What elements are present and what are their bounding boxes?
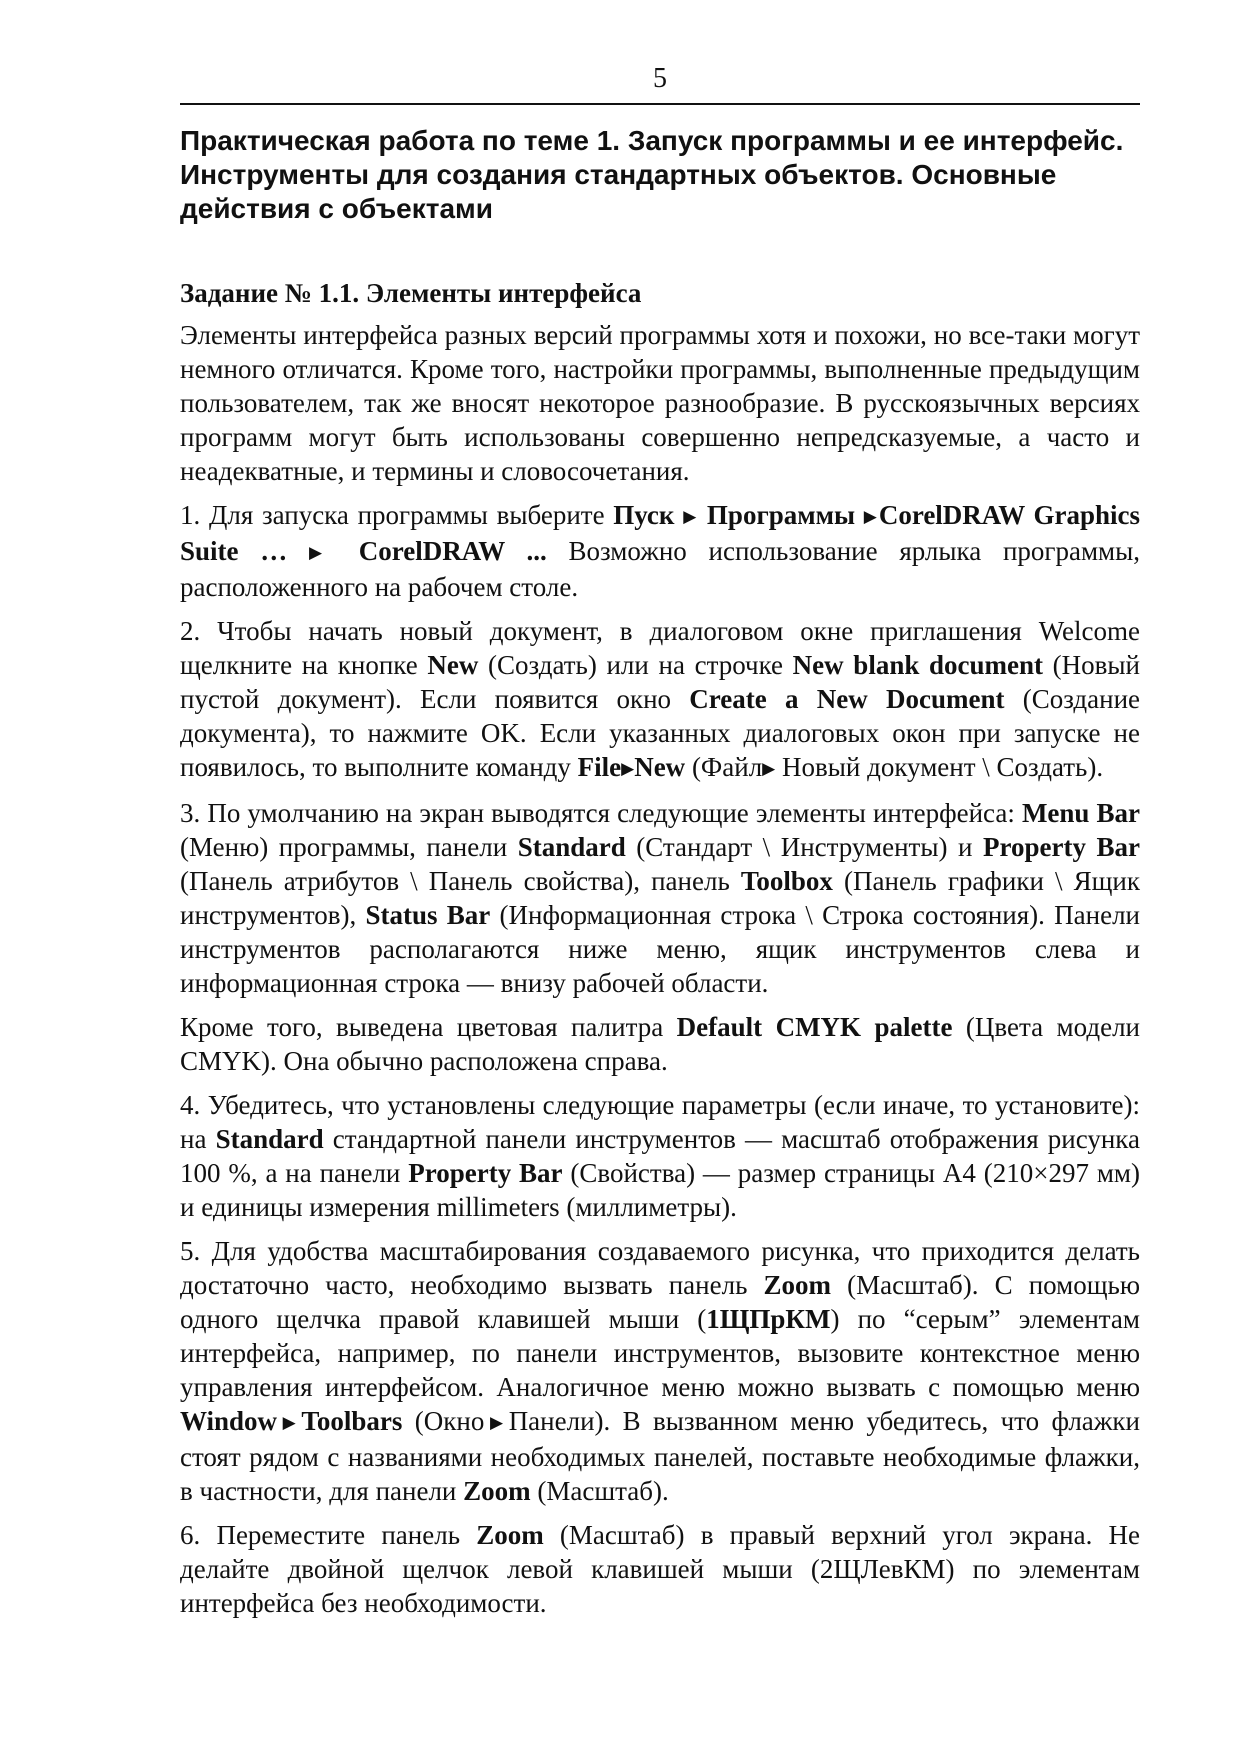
task-title: Задание № 1.1. Элементы интерфейса <box>180 278 642 308</box>
arrow-right-icon: ▶ <box>277 1413 302 1432</box>
page-content <box>180 124 1140 1630</box>
paragraph-step-4: 4. Убедитесь, что установлены следующие параметры (если иначе, то установите): на Standard стандартной панели инструментов — масштаб отображения рисунка 100 %, а на панели Property Bar (Свойства) — размер страницы A4 (210×297 мм) и единицы измерения millimeters (миллиметры). <box>180 1090 1141 1222</box>
arrow-right-icon: ▶ <box>484 1413 509 1432</box>
arrow-right-icon: ▶ <box>762 759 776 778</box>
arrow-right-icon: ▶ <box>308 543 338 562</box>
arrow-right-icon: ▶ <box>683 507 699 526</box>
paragraph-step-6: 6. Переместите панель Zoom (Масштаб) в правый верхний угол экрана. Не делайте двойной щелчок левой клавишей мыши (2ЩЛевКМ) по элементам интерфейса без необходимости. <box>180 1520 1140 1618</box>
paragraph-step-2: 2. Чтобы начать новый документ, в диалоговом окне приглашения Welcome щелкните на кнопке New (Создать) или на строчке New blank document (Новый пустой документ). Если появится окно Create a New Document (Создание документа), то нажмите OK. Если указанных диалоговых окон при запуске не появилось, то выполните команду File▶New (Файл▶ Новый документ \ Создать). <box>180 616 1140 782</box>
paragraph-intro: Элементы интерфейса разных версий программы хотя и похожи, но все-таки могут немного отличатся. Кроме того, настройки программы, выполненные предыдущим пользователем, так же вносят некоторое разнообразие. В русскоязычных версиях программ могут быть использованы совершенно непредсказуемые, а часто и неадекватные, и термины и словосочетания. <box>180 320 1140 486</box>
arrow-right-icon: ▶ <box>863 507 879 526</box>
paragraph-step-1: 1. Для запуска программы выберите Пуск ▶ Программы ▶CorelDRAW Graphics Suite … ▶ CorelDRAW ... Возможно использование ярлыка программы, расположенного на рабочем столе. <box>180 500 1141 602</box>
paragraph-step-5: 5. Для удобства масштабирования создаваемого рисунка, что приходится делать достаточно часто, необходимо вызвать панель Zoom (Масштаб). С помощью одного щелчка правой клавишей мыши (1ЩПрКМ) по “серым” элементам интерфейса, например, по панели инструментов, вызовите контекстное меню управления интерфейсом. Аналогичное меню можно вызвать с помощью меню Window▶Toolbars (Окно▶Панели). В вызванном меню убедитесь, что флажки стоят рядом с названиями необходимых панелей, поставьте необходимые флажки, в частности, для панели Zoom (Масштаб). <box>180 1236 1140 1506</box>
paragraph-palette: Кроме того, выведена цветовая палитра Default CMYK palette (Цвета модели CMYK). Она обычно расположена справа. <box>180 1012 1141 1076</box>
page-number: 5 <box>653 63 667 94</box>
paragraph-step-3: 3. По умолчанию на экран выводятся следующие элементы интерфейса: Menu Bar (Меню) программы, панели Standard (Стандарт \ Инструменты) и Property Bar (Панель атрибутов \ Панель свойства), панель Toolbox (Панель графики \ Ящик инструментов), Status Bar (Информационная строка \ Строка состояния). Панели инструментов располагаются ниже меню, ящик инструментов слева и информационная строка — внизу рабочей области. <box>180 798 1140 998</box>
header-rule <box>180 103 1140 105</box>
section-title: Практическая работа по теме 1. Запуск программы и ее интерфейс. Инструменты для создания стандартных объектов. Основные действия с объектами <box>180 125 1124 224</box>
arrow-right-icon: ▶ <box>621 759 635 778</box>
